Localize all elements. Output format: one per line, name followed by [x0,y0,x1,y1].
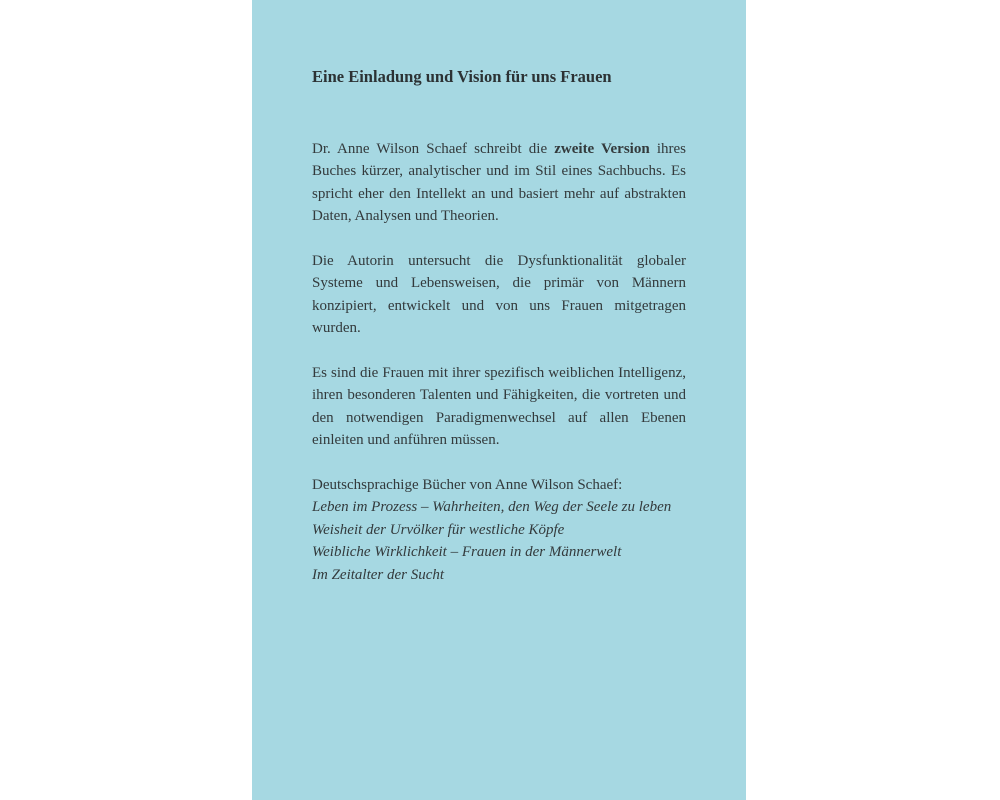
cover-text-block [312,66,686,586]
cover-title: Eine Einladung und Vision für uns Frauen [312,67,612,86]
paragraph-intro-end: ihres Buches kürzer, analytischer und im Stil eines Sachbuchs. Es spricht eher den Intellekt an und basiert mehr auf abstrakten Daten, Analysen und Theorien. [312,140,686,224]
book-back-cover [252,0,746,800]
book-list [312,496,686,586]
paragraph-author-study: Die Autorin untersucht die Dysfunktionalität globaler Systeme und Lebensweisen, die primär von Männern konzipiert, entwickelt und von uns Frauen mitgetragen wurden. [312,252,686,336]
paragraph-women: Es sind die Frauen mit ihrer spezifisch weiblichen Intelligenz, ihren besonderen Talenten und Fähigkeiten, die vortreten und den notwendigen Paradigmenwechsel auf allen Ebenen einleiten und anführen müssen. [312,364,686,448]
books-heading: Deutschsprachige Bücher von Anne Wilson Schaef: [312,476,623,493]
book-title: Im Zeitalter der Sucht [312,566,445,583]
paragraph-intro-start: Dr. Anne Wilson Schaef schreibt die [312,140,555,157]
book-title: Weisheit der Urvölker für westliche Köpfe [312,521,565,538]
book-title: Leben im Prozess – Wahrheiten, den Weg der Seele zu leben [312,499,672,515]
paragraph-intro-bold: zweite Version [554,140,650,157]
book-title: Weibliche Wirklichkeit – Frauen in der Männerwelt [312,544,622,560]
paragraph-intro [312,138,686,228]
